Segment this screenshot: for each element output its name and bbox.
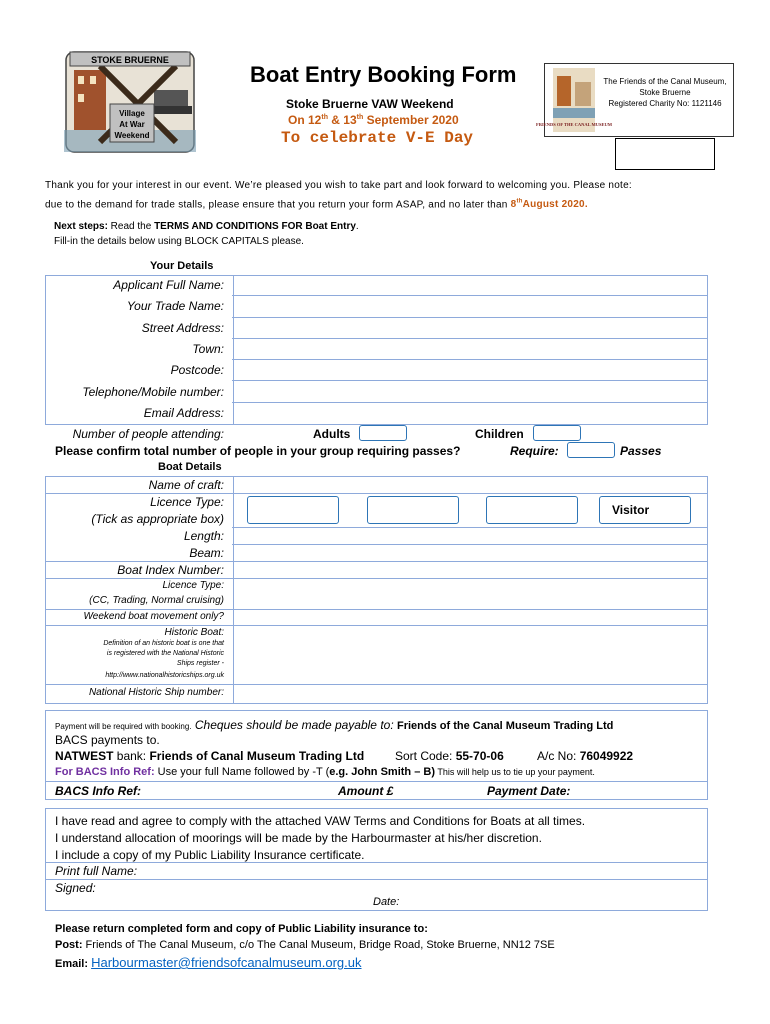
intro-text: Thank you for your interest in our event. We’re pleased you wish to take part and look forward to welcoming you. Please note: due to the demand for trade stalls, please ensure that you return your form ASAP, and no later than 8thAugust 2020. (45, 180, 632, 211)
passes-input[interactable] (567, 442, 615, 458)
details-row (45, 275, 708, 296)
event-subtitle: Stoke Bruerne VAW Weekend (286, 97, 454, 111)
field-label: Postcode: (170, 363, 224, 378)
children-input[interactable] (533, 425, 581, 441)
next-steps: Next steps: Read the TERMS AND CONDITIONS FOR Boat Entry. Fill-in the details below using BLOCK CAPITALS please. (54, 221, 359, 247)
licence-option-1[interactable] (247, 496, 339, 524)
field-input[interactable] (233, 275, 707, 296)
people-row: Number of people attending: Adults Children (45, 425, 708, 443)
field-label: Applicant Full Name: (113, 278, 224, 292)
email-line: Email: Harbourmaster@friendsofcanalmuseum.org.uk (55, 955, 362, 970)
details-row (45, 318, 708, 339)
field-label: Town: (192, 341, 224, 356)
svg-text:Weekend: Weekend (114, 131, 150, 140)
charity-details: The Friends of the Canal Museum, Stoke Bruerne Registered Charity No: 1121146 (603, 77, 727, 108)
field-input[interactable] (233, 382, 707, 403)
name-of-craft-label: Name of craft: (148, 478, 224, 492)
payment-section: Payment will be required with booking. Cheques should be made payable to: Friends of the Canal Museum Trading Ltd BACS payments to. NATWEST bank: Friends of Canal Museum Trading Ltd Sort Code: 55-70-06 A/c No: 76049922 For BACS Info Ref: Use your full Name followed by -T (e.g. John Smith – B) This will help us to tie up your payment. BACS Info Ref: Amount £ Payment Date: (45, 710, 708, 800)
celebrate-heading: To celebrate V-E Day (281, 129, 474, 147)
field-label: Telephone/Mobile number: (82, 384, 224, 399)
field-input[interactable] (233, 318, 707, 339)
amount-field[interactable]: Amount £ (338, 784, 394, 798)
your-details-heading: Your Details (150, 260, 214, 272)
boat-details-fields: Name of craft: Licence Type: (Tick as appropriate box) Visitor Length: Beam: Boat Index Number: Licence Type: (CC, Trading, Normal cruising) Weekend boat movement only? Historic Boat: Definition of an historic boat is one that is registered with the National Historic Ships register - http://www.nationalhistoricships.org.uk National Historic Ship number: (45, 476, 708, 704)
payment-date-field[interactable]: Payment Date: (487, 784, 571, 798)
event-dates: On 12th & 13th September 2020 (288, 113, 459, 127)
field-input[interactable] (233, 403, 707, 424)
form-title: Boat Entry Booking Form (250, 62, 517, 87)
passes-row: Please confirm total number of people in your group requiring passes? Require: Passes (55, 444, 662, 458)
adults-input[interactable] (359, 425, 407, 441)
svg-text:At War: At War (119, 120, 145, 129)
return-instructions: Please return completed form and copy of Public Liability insurance to: (55, 923, 428, 935)
vaw-logo (64, 50, 196, 154)
field-label: Email Address: (143, 405, 224, 420)
svg-text:FRIENDS OF THE CANAL MUSEUM: FRIENDS OF THE CANAL MUSEUM (535, 122, 613, 127)
boat-details-heading: Boat Details (158, 461, 222, 473)
charity-logo (535, 63, 734, 137)
details-row (45, 360, 708, 381)
date-field[interactable]: Date: (373, 896, 400, 908)
email-link[interactable]: Harbourmaster@friendsofcanalmuseum.org.uk (91, 955, 362, 970)
licence-option-2[interactable] (367, 496, 459, 524)
post-address: Post: Friends of The Canal Museum, c/o The Canal Museum, Bridge Road, Stoke Bruerne, NN12 7SE (55, 939, 555, 951)
details-row (45, 382, 708, 403)
field-input[interactable] (233, 360, 707, 381)
field-input[interactable] (233, 339, 707, 360)
details-row (45, 296, 708, 317)
field-label: Your Trade Name: (126, 299, 224, 314)
svg-text:Village: Village (119, 109, 145, 118)
agreement-section: I have read and agree to comply with the attached VAW Terms and Conditions for Boats at all times. I understand allocation of moorings will be made by the Harbourmaster at his/her discretion. I include a copy of my Public Liability Insurance certificate. Print full Name: Signed: Date: (45, 808, 708, 911)
print-name-field[interactable]: Print full Name: (55, 864, 138, 878)
field-input[interactable] (233, 296, 707, 317)
svg-text:STOKE BRUERNE: STOKE BRUERNE (91, 55, 169, 65)
bacs-ref-field[interactable]: BACS Info Ref: (55, 784, 141, 798)
details-row (45, 339, 708, 360)
licence-type-label: Licence Type: (150, 495, 224, 509)
charity-image (535, 68, 613, 132)
signed-field[interactable]: Signed: (55, 881, 96, 895)
tick-note: (Tick as appropriate box) (91, 512, 224, 526)
office-use-box[interactable] (615, 138, 715, 170)
field-label: Street Address: (141, 320, 224, 335)
details-row (45, 403, 708, 424)
licence-option-visitor[interactable]: Visitor (599, 496, 691, 524)
licence-option-3[interactable] (486, 496, 578, 524)
